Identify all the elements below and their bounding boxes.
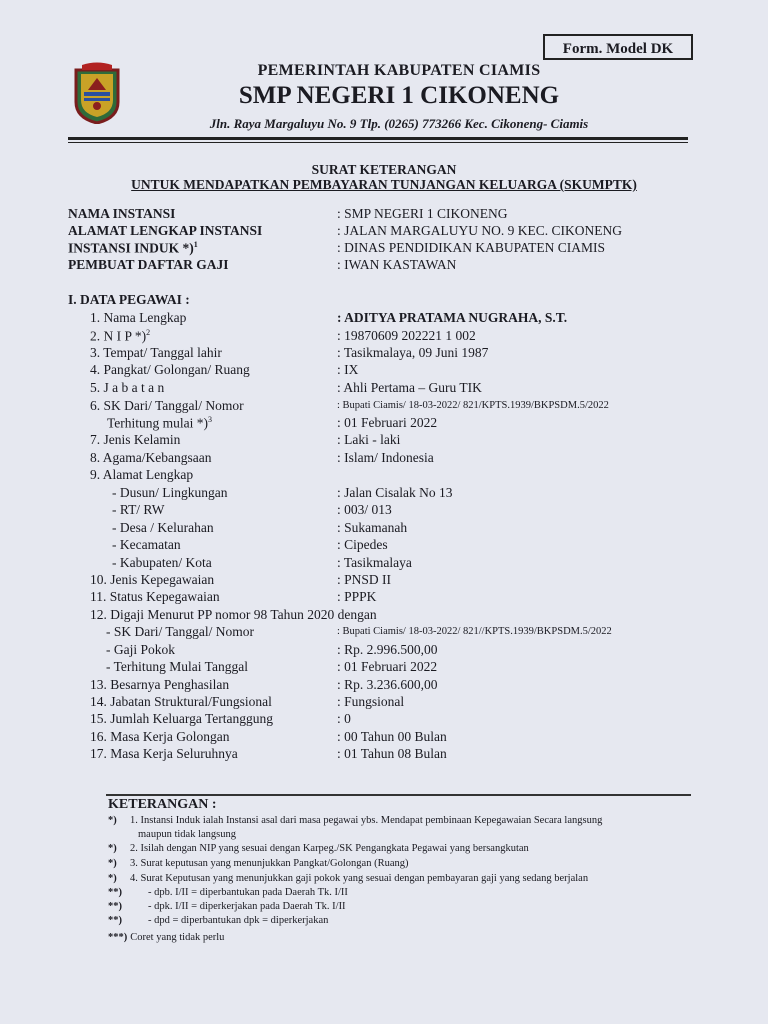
note-7: **) - dpd = diperbantukan dpk = diperkerjakan [108,915,329,926]
field-value-24: : 00 Tahun 00 Bulan [337,729,447,744]
instansi-value-1: : JALAN MARGALUYU NO. 9 KEC. CIKONENG [337,223,622,238]
header-rule-thin [68,142,688,143]
field-value-12: : Sukamanah [337,520,408,535]
field-value-7: : Laki - laki [337,432,401,447]
field-label-17: 12. Digaji Menurut PP nomor 98 Tahun 2020 dengan [90,607,377,622]
instansi-value-0: : SMP NEGERI 1 CIKONENG [337,206,508,221]
field-label-4: 5. J a b a t a n [90,380,165,395]
field-value-23: : 0 [337,711,351,726]
instansi-label-3: PEMBUAT DAFTAR GAJI [68,257,229,272]
field-label-23: 15. Jumlah Keluarga Tertanggung [90,711,274,726]
note-5: **) - dpb. I/II = diperbantukan pada Daerah Tk. I/II [108,887,348,898]
field-value-11: : 003/ 013 [337,502,392,517]
instansi-label-1: ALAMAT LENGKAP INSTANSI [68,223,263,238]
field-label-0: 1. Nama Lengkap [90,310,187,325]
field-value-6: : 01 Februari 2022 [337,415,438,430]
field-label-19: - Gaji Pokok [106,642,175,657]
section-title: I. DATA PEGAWAI : [68,292,190,307]
instansi-label-0: NAMA INSTANSI [68,206,176,221]
field-label-12: - Desa / Kelurahan [112,520,214,535]
field-label-24: 16. Masa Kerja Golongan [90,729,230,744]
instansi-label-2: INSTANSI INDUK *)$^1$ [68,240,198,256]
field-label-14: - Kabupaten/ Kota [112,555,212,570]
field-label-8: 8. Agama/Kebangsaan [90,450,212,465]
field-value-22: : Fungsional [337,694,405,709]
field-label-21: 13. Besarnya Penghasilan [90,677,230,692]
field-label-25: 17. Masa Kerja Seluruhnya [90,746,238,761]
school-name: SMP NEGERI 1 CIKONENG [238,82,560,109]
field-value-25: : 01 Tahun 08 Bulan [337,746,447,761]
form-code-box: Form. Model DK [543,34,693,60]
header-rule-thick [68,137,688,140]
field-value-1: : 19870609 202221 1 002 [337,328,476,343]
field-label-15: 10. Jenis Kepegawaian [90,572,215,587]
field-label-13: - Kecamatan [112,537,181,552]
field-value-21: : Rp. 3.236.600,00 [337,677,438,692]
field-label-2: 3. Tempat/ Tanggal lahir [90,345,222,360]
field-value-15: : PNSD II [337,572,392,587]
note-3: *) 3. Surat keputusan yang menunjukkan Pangkat/Golongan (Ruang) [108,858,409,869]
keterangan-rule [106,794,691,796]
field-value-13: : Cipedes [337,537,388,552]
field-label-9: 9. Alamat Lengkap [90,467,194,482]
note-8: ***) Coret yang tidak perlu [108,932,225,943]
instansi-value-3: : IWAN KASTAWAN [337,257,457,272]
keterangan-title: KETERANGAN : [108,797,217,812]
field-value-19: : Rp. 2.996.500,00 [337,642,438,657]
field-label-16: 11. Status Kepegawaian [90,589,220,604]
field-value-18: : Bupati Ciamis/ 18-03-2022/ 821//KPTS.1939/BKPSDM.5/2022 [337,626,612,637]
field-value-4: : Ahli Pertama – Guru TIK [337,380,482,395]
note-2: *) 2. Isilah dengan NIP yang sesuai dengan Karpeg./SK Pengangkata Pegawai yang bersangkutan [108,843,529,854]
field-label-11: - RT/ RW [112,502,165,517]
field-label-3: 4. Pangkat/ Golongan/ Ruang [90,362,250,377]
school-address: Jln. Raya Margaluyu No. 9 Tlp. (0265) 773266 Kec. Cikoneng- Ciamis [209,116,589,131]
field-label-10: - Dusun/ Lingkungan [112,485,228,500]
field-value-2: : Tasikmalaya, 09 Juni 1987 [337,345,489,360]
note-4: *) 4. Surat Keputusan yang menunjukkan gaji pokok yang sesuai dengan pembayaran gaji yang sedang berjalan [108,873,589,884]
field-value-10: : Jalan Cisalak No 13 [337,485,453,500]
field-value-3: : IX [337,362,359,377]
government-name: PEMERINTAH KABUPATEN CIAMIS [257,62,541,79]
field-value-0: : ADITYA PRATAMA NUGRAHA, S.T. [337,310,568,325]
field-value-5: : Bupati Ciamis/ 18-03-2022/ 821/KPTS.1939/BKPSDM.5/2022 [337,400,609,411]
field-label-7: 7. Jenis Kelamin [90,432,181,447]
field-label-5: 6. SK Dari/ Tanggal/ Nomor [90,398,244,413]
field-label-6: Terhitung mulai *)$^3$ [107,415,213,431]
instansi-value-2: : DINAS PENDIDIKAN KABUPATEN CIAMIS [337,240,606,255]
note-1: maupun tidak langsung [138,829,236,840]
note-6: **) - dpk. I/II = diperkerjakan pada Daerah Tk. I/II [108,901,346,912]
field-label-22: 14. Jabatan Struktural/Fungsional [90,694,272,709]
field-value-20: : 01 Februari 2022 [337,659,438,674]
field-label-18: - SK Dari/ Tanggal/ Nomor [106,624,255,639]
field-label-1: 2. N I P *)$^2$ [90,328,151,344]
document-title: SURAT KETERANGAN [311,162,457,177]
field-value-8: : Islam/ Indonesia [337,450,434,465]
field-value-16: : PPPK [337,589,377,604]
note-0: *) 1. Instansi Induk ialah Instansi asal dari masa pegawai ybs. Mendapat pembinaan Kepegawaian Secara langsung [108,815,603,826]
document-subtitle: UNTUK MENDAPATKAN PEMBAYARAN TUNJANGAN KELUARGA (SKUMPTK) [131,177,637,192]
field-value-14: : Tasikmalaya [337,555,412,570]
field-label-20: - Terhitung Mulai Tanggal [106,659,248,674]
